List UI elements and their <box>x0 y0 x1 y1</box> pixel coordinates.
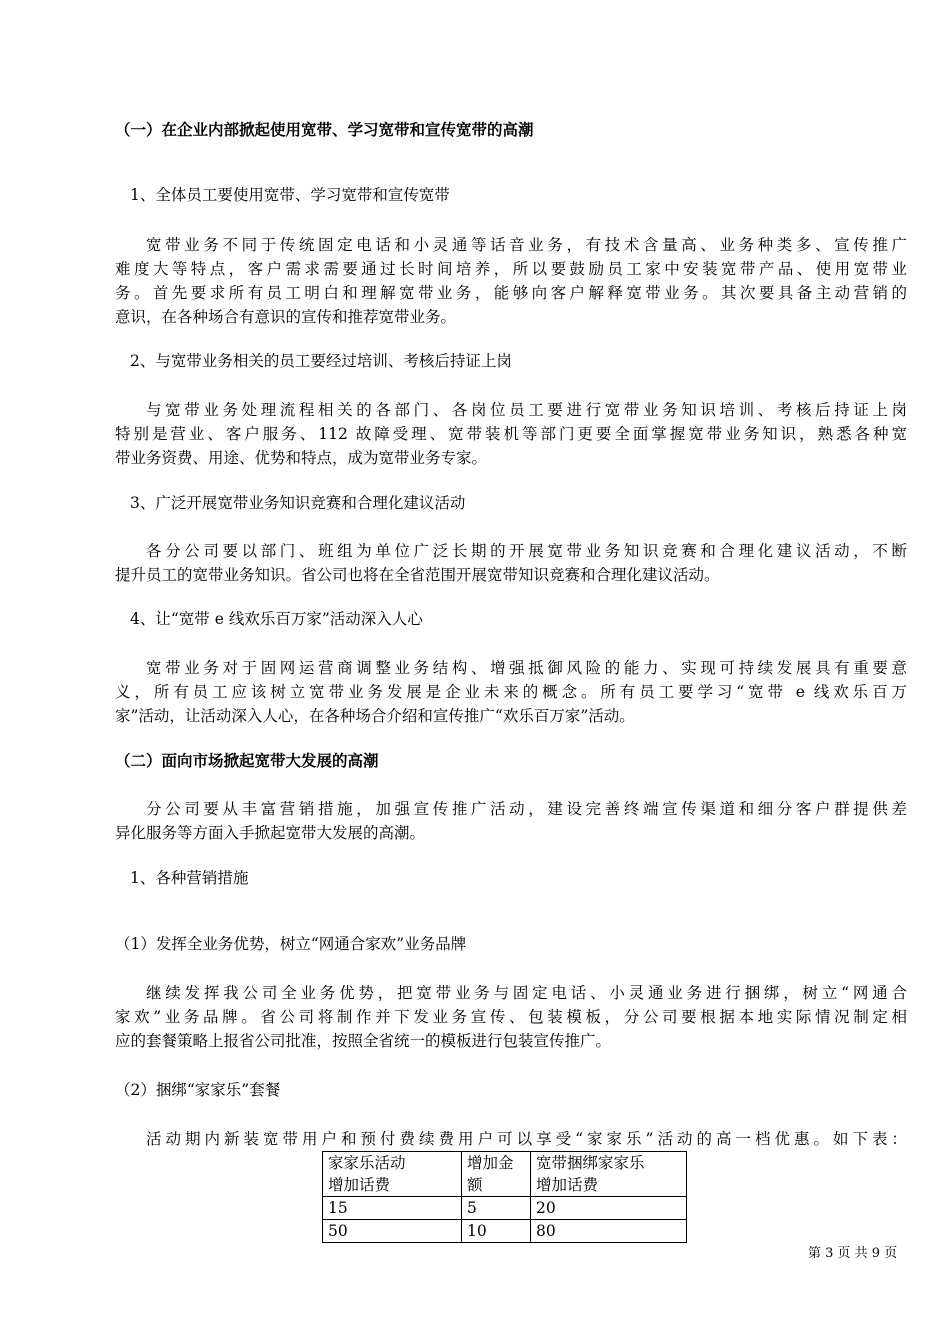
jiajiale-table <box>322 1151 687 1243</box>
section2-heading: （二）面向市场掀起宽带大发展的高潮 <box>115 751 379 770</box>
section2-sub2-intro: 活动期内新装宽带用户和预付费续费用户可以享受“家家乐”活动的高一档优惠。如下表： <box>146 1130 907 1148</box>
table-row <box>323 1220 687 1243</box>
section1-item4-line2: 义，所有员工应该树立宽带业务发展是企业未来的概念。所有员工要学习“宽带 e 线欢乐百万 <box>115 683 907 701</box>
section1-item4-line3: 家”活动，让活动深入人心，在各种场合介绍和宣传推广“欢乐百万家”活动。 <box>115 707 635 725</box>
section1-item3-title: 3、广泛开展宽带业务知识竞赛和合理化建议活动 <box>130 494 466 512</box>
table-header-cell: 家家乐活动 增加话费 <box>323 1152 462 1197</box>
section2-sub1-line2: 家欢”业务品牌。省公司将制作并下发业务宣传、包装模板，分公司要根据本地实际情况制定相 <box>115 1008 907 1026</box>
section1-item1-line3: 务。首先要求所有员工明白和理解宽带业务，能够向客户解释宽带业务。其次要具备主动营销的 <box>115 284 907 302</box>
section1-item2-line3: 带业务资费、用途、优势和特点，成为宽带业务专家。 <box>115 449 488 467</box>
table-cell: 20 <box>531 1197 687 1220</box>
section1-heading: （一）在企业内部掀起使用宽带、学习宽带和宣传宽带的高潮 <box>115 120 534 139</box>
section1-item1-title: 1、全体员工要使用宽带、学习宽带和宣传宽带 <box>130 186 450 204</box>
section1-item4-line1: 宽带业务对于固网运营商调整业务结构、增强抵御风险的能力、实现可持续发展具有重要意 <box>146 659 907 677</box>
table-cell: 80 <box>531 1220 687 1243</box>
section2-sub2-title: （2）捆绑“家家乐”套餐 <box>115 1081 281 1099</box>
section2-sub1-line1: 继续发挥我公司全业务优势，把宽带业务与固定电话、小灵通业务进行捆绑，树立“网通合 <box>146 984 907 1002</box>
section1-item2-line2: 特别是营业、客户服务、112 故障受理、宽带装机等部门更要全面掌握宽带业务知识，熟悉各种宽 <box>115 425 907 443</box>
table-cell: 50 <box>323 1220 462 1243</box>
section1-item4-title: 4、让“宽带 e 线欢乐百万家”活动深入人心 <box>130 610 423 628</box>
section1-item1-line1: 宽带业务不同于传统固定电话和小灵通等话音业务，有技术含量高、业务种类多、宣传推广 <box>146 236 907 254</box>
section2-item1-title: 1、各种营销措施 <box>130 869 249 887</box>
section1-item3-line2: 提升员工的宽带业务知识。省公司也将在全省范围开展宽带知识竞赛和合理化建议活动。 <box>115 566 720 584</box>
section1-item2-title: 2、与宽带业务相关的员工要经过培训、考核后持证上岗 <box>130 352 512 370</box>
section2-line2: 异化服务等方面入手掀起宽带大发展的高潮。 <box>115 824 426 842</box>
table-header-cell: 宽带捆绑家家乐 增加话费 <box>531 1152 687 1197</box>
section1-item2-line1: 与宽带业务处理流程相关的各部门、各岗位员工要进行宽带业务知识培训、考核后持证上岗 <box>146 401 907 419</box>
section2-sub1-title: （1）发挥全业务优势，树立“网通合家欢”业务品牌 <box>115 935 467 953</box>
section1-item1-line4: 意识，在各种场合有意识的宣传和推荐宽带业务。 <box>115 308 457 326</box>
table-row <box>323 1197 687 1220</box>
table-header-cell: 增加金 额 <box>462 1152 531 1197</box>
section1-item1-line2: 难度大等特点，客户需求需要通过长时间培养，所以要鼓励员工家中安装宽带产品、使用宽带业 <box>115 260 907 278</box>
section2-sub1-line3: 应的套餐策略上报省公司批准，按照全省统一的模板进行包装宣传推广。 <box>115 1032 612 1050</box>
page-number: 第 3 页 共 9 页 <box>808 1246 898 1261</box>
section1-item3-line1: 各分公司要以部门、班组为单位广泛长期的开展宽带业务知识竞赛和合理化建议活动，不断 <box>146 542 907 560</box>
table-cell: 15 <box>323 1197 462 1220</box>
table-cell: 10 <box>462 1220 531 1243</box>
table-header-row <box>323 1152 687 1197</box>
section2-line1: 分公司要从丰富营销措施，加强宣传推广活动，建设完善终端宣传渠道和细分客户群提供差 <box>146 800 907 818</box>
table-cell: 5 <box>462 1197 531 1220</box>
